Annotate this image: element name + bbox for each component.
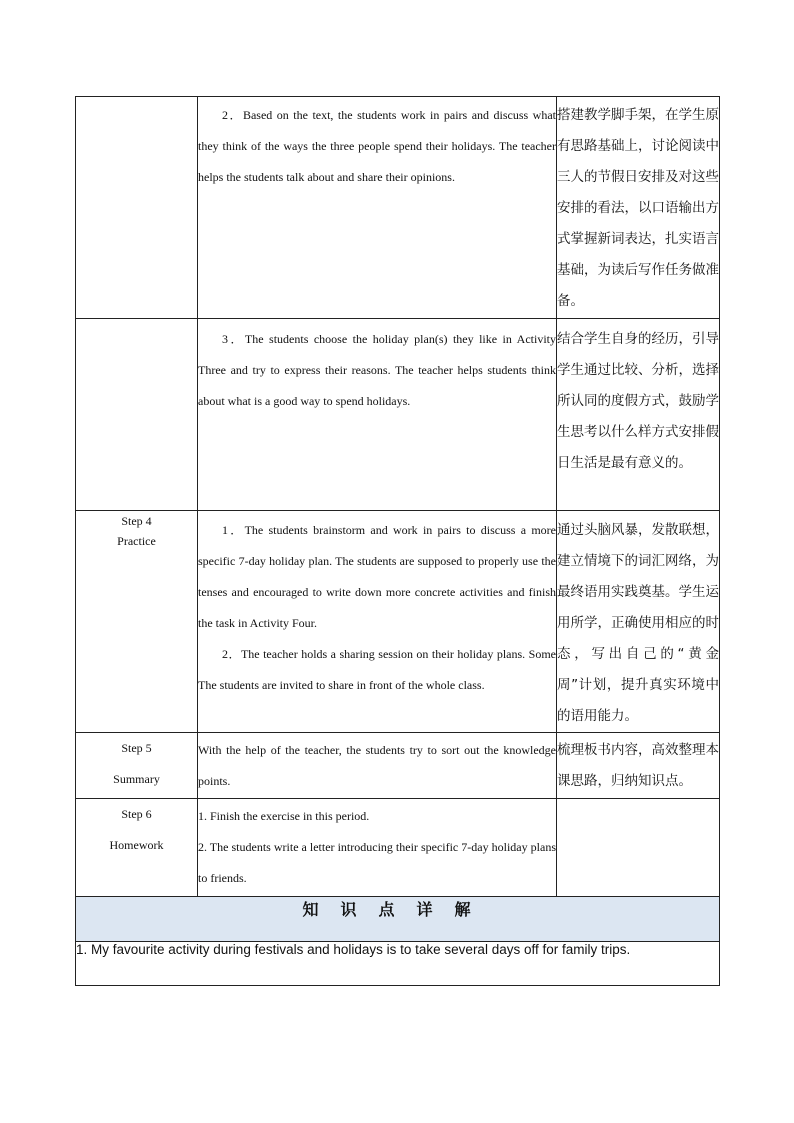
procedure-cell [198, 799, 557, 897]
procedure-cell [198, 511, 557, 733]
step-cell [76, 511, 198, 733]
step-cell [76, 319, 198, 511]
purpose-cell [557, 733, 720, 799]
table-row [76, 733, 720, 799]
step-number: Step 5 [121, 741, 152, 755]
purpose-text: 搭建教学脚手架，在学生原有思路基础上，讨论阅读中三人的节假日安排及对这些安排的看法，以口语输出方式掌握新词表达，扎实语言基础，为读后写作任务做准备。 [557, 107, 719, 309]
step-number: Step 4 [121, 514, 152, 528]
table-row [76, 511, 720, 733]
lesson-plan-table [75, 96, 720, 986]
purpose-text: 结合学生自身的经历，引导学生通过比较、分析，选择所认同的度假方式，鼓励学生思考以什么样方式安排假日生活是最有意义的。 [557, 331, 719, 471]
knowledge-heading: 知识点详解 [76, 897, 720, 942]
step-title: Homework [109, 838, 164, 852]
procedure-text: 3．The students choose the holiday plan(s) they like in Activity Three and try to express their reasons. The teacher helps students think about what is a good way to spend holidays. [198, 332, 556, 408]
step-title: Summary [113, 772, 160, 786]
procedure-text: With the help of the teacher, the students try to sort out the knowledge points. [198, 743, 556, 788]
table-row [76, 799, 720, 897]
procedure-cell [198, 97, 557, 319]
purpose-cell [557, 319, 720, 511]
procedure-cell [198, 319, 557, 511]
step-cell [76, 799, 198, 897]
table-row [76, 97, 720, 319]
purpose-cell [557, 799, 720, 897]
purpose-cell [557, 97, 720, 319]
table-row [76, 897, 720, 942]
procedure-text: 2. The students write a letter introducing their specific 7-day holiday plans to friends. [198, 840, 556, 885]
procedure-text: 1．The students brainstorm and work in pairs to discuss a more specific 7-day holiday plan. The students are supposed to properly use the tenses and encouraged to write down more concrete activities and finish the task in Activity Four. [198, 523, 556, 630]
step-number: Step 6 [121, 807, 152, 821]
procedure-text: 2．Based on the text, the students work in pairs and discuss what they think of the ways the three people spend their holidays. The teacher helps the students talk about and share their opinions. [198, 108, 556, 184]
purpose-cell [557, 511, 720, 733]
procedure-cell [198, 733, 557, 799]
procedure-text: 1. Finish the exercise in this period. [198, 809, 370, 823]
knowledge-point: 1. My favourite activity during festivals and holidays is to take several days off for family trips. [76, 942, 720, 986]
table-row [76, 942, 720, 986]
step-title: Practice [117, 534, 156, 548]
step-cell [76, 733, 198, 799]
purpose-text: 通过头脑风暴，发散联想，建立情境下的词汇网络，为最终语用实践奠基。学生运用所学，正确使用相应的时态，写出自己的“黄金周”计划，提升真实环境中的语用能力。 [557, 522, 719, 724]
table-row [76, 319, 720, 511]
purpose-text: 梳理板书内容，高效整理本课思路，归纳知识点。 [557, 742, 719, 789]
step-cell [76, 97, 198, 319]
procedure-text: 2．The teacher holds a sharing session on their holiday plans. Some The students are invited to share in front of the whole class. [198, 647, 556, 692]
